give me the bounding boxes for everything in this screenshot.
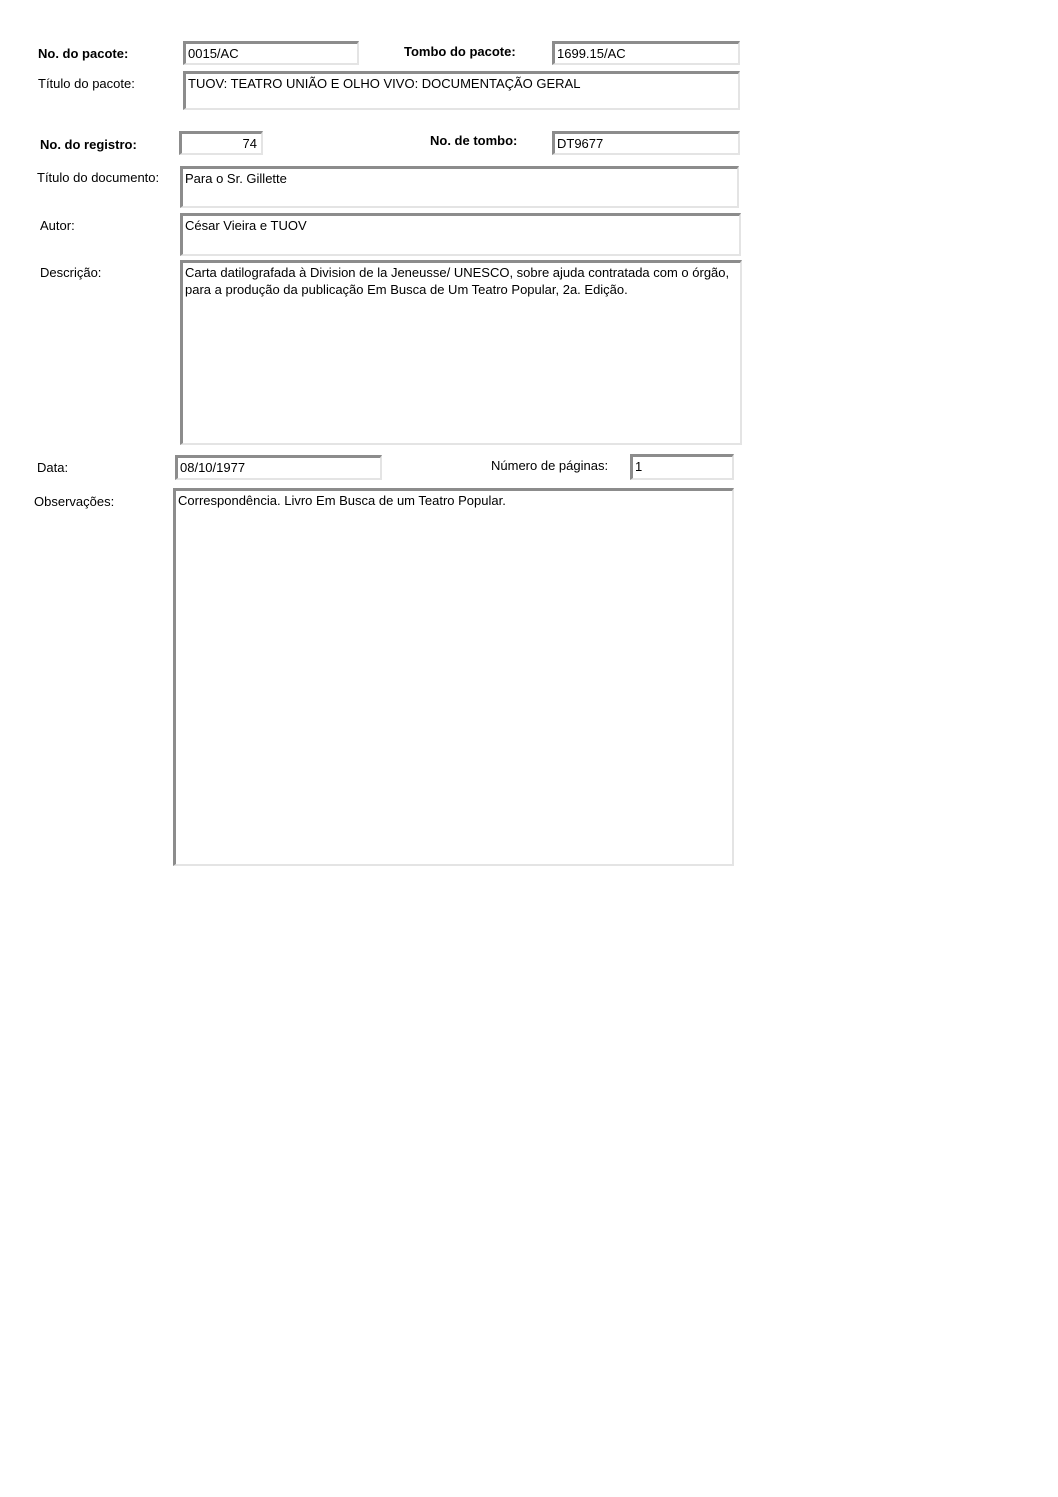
package-number-label: No. do pacote: xyxy=(38,46,129,61)
date-label: Data: xyxy=(37,460,69,475)
notes-label: Observações: xyxy=(34,494,115,509)
document-title-field[interactable]: Para o Sr. Gillette xyxy=(180,166,739,208)
description-field[interactable]: Carta datilografada à Division de la Jeneusse/ UNESCO, sobre ajuda contratada com o órgão, para a produção da publicação Em Busca de Um Teatro Popular, 2a. Edição. xyxy=(180,260,742,445)
tombo-number-field[interactable]: DT9677 xyxy=(552,131,740,155)
package-title-label: Título do pacote: xyxy=(38,76,135,91)
package-title-field[interactable]: TUOV: TEATRO UNIÃO E OLHO VIVO: DOCUMENTAÇÃO GERAL xyxy=(183,71,740,110)
tombo-number-label: No. de tombo: xyxy=(430,133,518,148)
package-number-field[interactable]: 0015/AC xyxy=(183,41,359,65)
page-count-field[interactable]: 1 xyxy=(630,454,734,480)
notes-field[interactable]: Correspondência. Livro Em Busca de um Teatro Popular. xyxy=(173,488,734,866)
page-count-label: Número de páginas: xyxy=(491,458,609,473)
record-number-field[interactable]: 74 xyxy=(179,131,263,155)
date-field[interactable]: 08/10/1977 xyxy=(175,455,382,480)
description-label: Descrição: xyxy=(40,265,102,280)
author-field[interactable]: César Vieira e TUOV xyxy=(180,213,741,256)
author-label: Autor: xyxy=(40,218,75,233)
record-number-label: No. do registro: xyxy=(40,137,137,152)
package-tombo-field[interactable]: 1699.15/AC xyxy=(552,41,740,65)
package-tombo-label: Tombo do pacote: xyxy=(404,44,516,59)
document-title-label: Título do documento: xyxy=(37,170,160,185)
